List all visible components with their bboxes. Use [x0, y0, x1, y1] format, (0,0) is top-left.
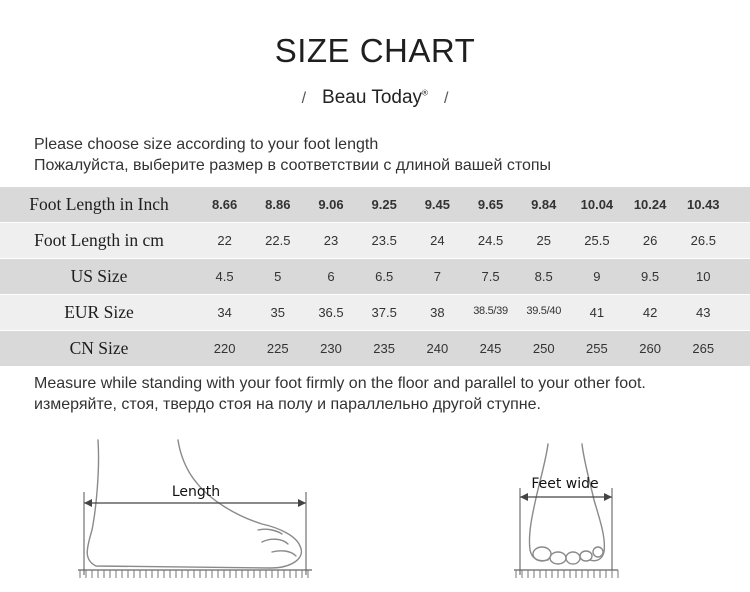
size-table — [0, 187, 750, 366]
table-cell: 6.5 — [375, 269, 394, 284]
ruler-ticks-right — [516, 570, 618, 578]
table-cell: 38.5/39 — [473, 305, 508, 317]
table-cell: 23.5 — [371, 233, 397, 248]
table-cell: 26 — [642, 233, 658, 248]
width-label: Feet wide — [531, 476, 599, 492]
row-label: CN Size — [69, 338, 129, 358]
table-cell: 36.5 — [318, 305, 344, 320]
table-cell: 24 — [430, 233, 445, 248]
table-cell: 38 — [430, 305, 445, 320]
foot-front-icon — [529, 444, 604, 564]
slash-left-icon: / — [301, 90, 307, 107]
measure-note — [34, 373, 646, 415]
table-cell: 42 — [642, 305, 658, 320]
table-row-cm — [0, 223, 750, 258]
note-line-en: Measure while standing with your foot firmly on the floor and parallel to your other foot. — [34, 375, 646, 392]
intro-text — [34, 134, 551, 176]
table-cell: 7.5 — [481, 269, 500, 284]
table-cell: 24.5 — [477, 233, 504, 248]
table-cell: 25.5 — [584, 233, 610, 248]
table-row-cn — [0, 331, 750, 366]
row-label: Foot Length in cm — [34, 230, 164, 250]
table-cell: 230 — [320, 341, 342, 356]
table-cell: 220 — [213, 341, 236, 356]
table-cell: 10.04 — [580, 197, 614, 212]
table-cell: 9.45 — [424, 197, 450, 212]
table-cell: 34 — [217, 305, 232, 320]
table-cell: 240 — [426, 341, 449, 356]
intro-line-en: Please choose size according to your foot length — [34, 136, 379, 153]
row-label: US Size — [70, 266, 128, 286]
table-row-eur — [0, 295, 750, 330]
table-row-us — [0, 259, 750, 294]
table-cell: 37.5 — [371, 305, 397, 320]
brand-line — [0, 87, 750, 109]
slash-right-icon: / — [443, 90, 449, 107]
table-cell: 4.5 — [215, 269, 234, 284]
table-cell: 245 — [479, 341, 502, 356]
table-cell: 43 — [696, 305, 711, 320]
table-cell: 39.5/40 — [526, 305, 562, 317]
table-cell: 22.5 — [265, 233, 291, 248]
table-cell: 26.5 — [690, 233, 716, 248]
table-cell: 7 — [433, 269, 441, 284]
table-cell: 10.43 — [687, 197, 720, 212]
foot-side-icon — [87, 440, 301, 568]
length-label: Length — [171, 484, 221, 500]
intro-line-ru: Пожалуйста, выберите размер в соответствии с длиной вашей стопы — [34, 157, 552, 174]
table-cell: 25 — [536, 233, 551, 248]
table-cell: 10 — [696, 269, 711, 284]
row-label: Foot Length in Inch — [29, 194, 169, 214]
brand-name: Beau Today — [322, 87, 423, 108]
arrow-right-icon — [298, 499, 306, 507]
table-cell: 8.5 — [534, 269, 553, 284]
table-cell: 8.86 — [265, 197, 291, 212]
table-cell: 35 — [270, 305, 286, 320]
ruler-ticks-left — [80, 570, 308, 578]
table-cell: 9.65 — [477, 197, 504, 212]
table-cell: 41 — [589, 305, 605, 320]
table-cell: 22 — [217, 233, 232, 248]
table-cell: 235 — [373, 341, 395, 356]
table-cell: 9.84 — [531, 197, 557, 212]
table-cell: 5 — [274, 269, 282, 284]
table-cell: 255 — [586, 341, 608, 356]
arrow-right-icon — [604, 493, 612, 501]
table-cell: 9.25 — [371, 197, 397, 212]
arrow-left-icon — [520, 493, 528, 501]
table-row-inch — [0, 187, 750, 222]
note-line-ru: измеряйте, стоя, твердо стоя на полу и параллельно другой ступне. — [34, 396, 541, 413]
table-cell: 8.66 — [211, 197, 238, 212]
table-cell: 23 — [323, 233, 339, 248]
table-cell: 9 — [593, 269, 601, 284]
measurement-illustrations — [0, 430, 750, 592]
registered-mark: ® — [422, 88, 428, 98]
table-cell: 250 — [532, 341, 555, 356]
table-cell: 9.06 — [318, 197, 344, 212]
page-title: SIZE CHART — [274, 32, 476, 69]
table-cell: 225 — [266, 341, 289, 356]
arrow-left-icon — [84, 499, 92, 507]
table-cell: 265 — [692, 341, 715, 356]
table-cell: 260 — [639, 341, 661, 356]
table-cell: 10.24 — [633, 197, 667, 212]
table-cell: 6 — [327, 269, 335, 284]
row-label: EUR Size — [64, 302, 134, 322]
table-cell: 9.5 — [641, 269, 660, 284]
